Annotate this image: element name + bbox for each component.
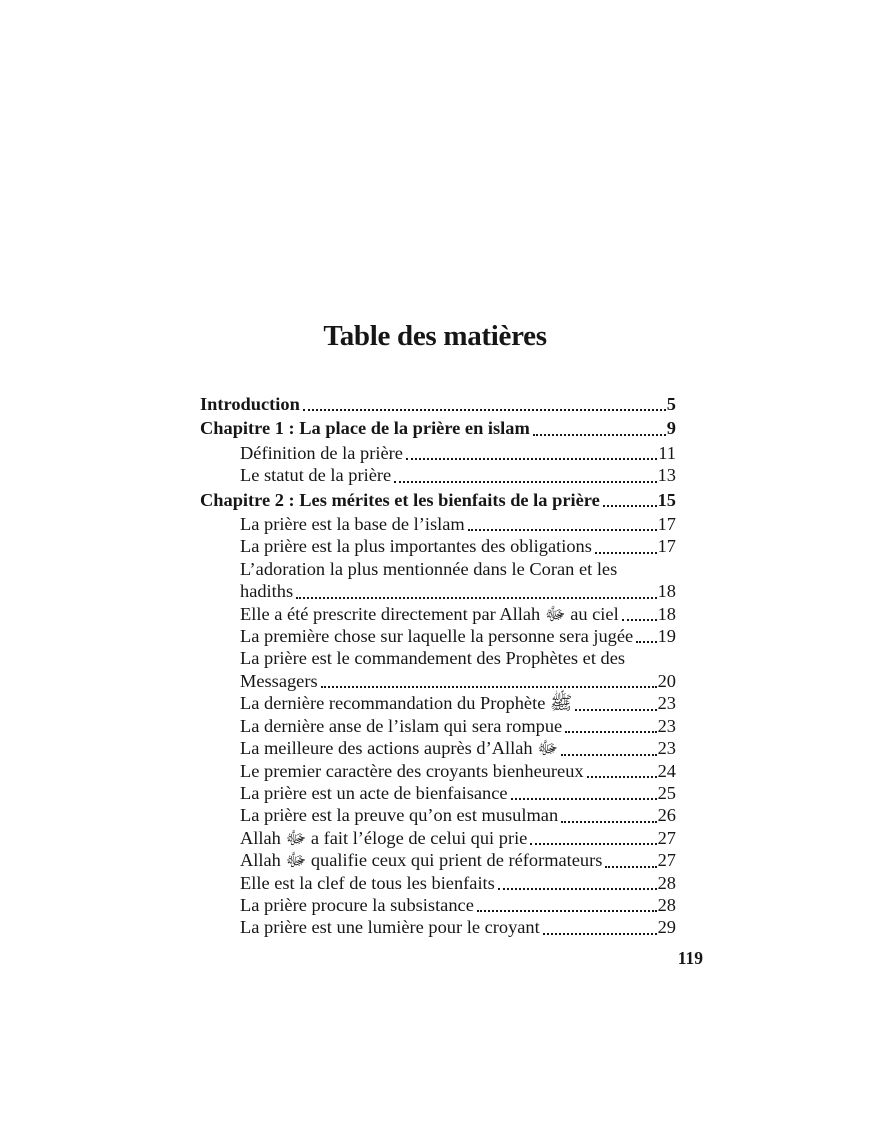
toc-dotted-leader xyxy=(605,866,656,868)
toc-entry-label: La prière est une lumière pour le croyant xyxy=(240,917,540,938)
toc-dotted-leader xyxy=(565,731,656,733)
toc-dotted-leader xyxy=(603,505,657,507)
toc-entry xyxy=(200,804,676,826)
toc-entry xyxy=(200,737,676,759)
toc-page-number: 23 xyxy=(657,738,676,759)
toc-entry-label: La prière est la base de l’islam xyxy=(240,514,465,535)
toc-entry xyxy=(200,580,676,602)
toc-entry-label: La dernière recommandation du Prophète ﷺ xyxy=(240,693,573,714)
toc-entry xyxy=(200,827,676,849)
toc-entry-label: Chapitre 1 : La place de la prière en islam xyxy=(200,418,530,439)
toc-dotted-leader xyxy=(561,754,657,756)
toc-entry-label: La dernière anse de l’islam qui sera rompue xyxy=(240,715,563,736)
toc-entry-label: Chapitre 2 : Les mérites et les bienfaits de la prière xyxy=(200,489,600,510)
toc-page-number: 29 xyxy=(657,917,676,938)
toc-entry xyxy=(200,625,676,647)
toc-page-number: 24 xyxy=(657,760,676,781)
toc-entry xyxy=(200,489,676,511)
toc-entry-label: La prière est la preuve qu’on est musulman xyxy=(240,805,559,826)
toc-entry xyxy=(200,464,676,486)
toc-entry-label: Le premier caractère des croyants bienheureux xyxy=(240,760,584,781)
toc-entry xyxy=(200,535,676,557)
toc-page-number: 27 xyxy=(657,850,676,871)
toc-dotted-leader xyxy=(498,888,657,890)
toc-entry-label: La prière est la plus importantes des obligations xyxy=(240,536,592,557)
toc-page-number: 11 xyxy=(658,442,676,463)
toc-entry xyxy=(200,782,676,804)
toc-entry xyxy=(200,760,676,782)
toc-entry xyxy=(200,894,676,916)
toc-dotted-leader xyxy=(394,481,656,483)
toc-entry xyxy=(200,692,676,714)
toc-entry xyxy=(200,603,676,625)
toc-page-number: 20 xyxy=(657,670,676,691)
toc-entry-label: La première chose sur laquelle la personne sera jugée xyxy=(240,626,634,647)
toc-entry xyxy=(200,872,676,894)
toc-entry-label: Allah ﷻ a fait l’éloge de celui qui prie xyxy=(240,827,528,848)
toc-dotted-leader xyxy=(561,821,656,823)
folio-page-number: 119 xyxy=(677,947,703,968)
toc-page-number: 18 xyxy=(657,603,676,624)
toc-dotted-leader xyxy=(543,933,657,935)
toc-page-number: 25 xyxy=(657,782,676,803)
toc-dotted-leader xyxy=(511,798,657,800)
toc-dotted-leader xyxy=(595,552,657,554)
toc-entry-label: Introduction xyxy=(200,394,300,414)
toc-entry-label: Le statut de la prière xyxy=(240,465,392,486)
toc-dotted-leader xyxy=(406,458,657,460)
toc-page-number: 27 xyxy=(657,827,676,848)
toc-entry xyxy=(200,670,676,692)
toc-page-number: 19 xyxy=(657,626,676,647)
toc-dotted-leader xyxy=(530,843,656,845)
toc-page-number: 18 xyxy=(657,581,676,602)
toc-entry-label: Allah ﷻ qualifie ceux qui prient de réformateurs xyxy=(240,850,603,871)
toc-page-number: 5 xyxy=(666,394,676,414)
toc-entry xyxy=(200,715,676,737)
toc-entry-label: L’adoration la plus mentionnée dans le Coran et les xyxy=(240,558,618,579)
toc-page-number: 26 xyxy=(657,805,676,826)
toc-entry-label: La meilleure des actions auprès d’Allah ﷻ xyxy=(240,738,558,759)
toc-entry xyxy=(200,513,676,535)
toc-dotted-leader xyxy=(477,910,657,912)
toc-entry xyxy=(200,393,676,415)
toc-entry-label: Messagers xyxy=(240,670,318,691)
toc-list xyxy=(200,393,676,939)
toc-dotted-leader xyxy=(587,776,657,778)
toc-dotted-leader xyxy=(533,434,666,436)
toc-dotted-leader xyxy=(636,641,656,643)
toc-page-number: 9 xyxy=(666,418,676,439)
toc-entry-label: Elle est la clef de tous les bienfaits xyxy=(240,872,495,893)
toc-entry xyxy=(200,916,676,938)
toc-entry-label: hadiths xyxy=(240,581,294,602)
toc-entry-label: La prière procure la subsistance xyxy=(240,894,474,915)
toc-dotted-leader xyxy=(468,529,657,531)
toc-page-number: 23 xyxy=(657,715,676,736)
toc-entry xyxy=(200,558,676,580)
toc-dotted-leader xyxy=(296,597,656,599)
toc-page-number: 23 xyxy=(657,693,676,714)
toc-entry xyxy=(200,417,676,439)
toc-page-number: 13 xyxy=(657,465,676,486)
page-title: Table des matières xyxy=(323,320,547,352)
toc-dotted-leader xyxy=(575,709,656,711)
toc-entry xyxy=(200,647,676,669)
toc-page-number: 28 xyxy=(657,872,676,893)
toc-dotted-leader xyxy=(622,619,657,621)
toc-page-number: 15 xyxy=(657,489,676,510)
toc-page-number: 28 xyxy=(657,894,676,915)
toc-entry-label: Elle a été prescrite directement par Allah ﷻ au ciel xyxy=(240,603,619,624)
toc-entry-label: La prière est un acte de bienfaisance xyxy=(240,782,508,803)
toc-dotted-leader xyxy=(321,686,657,688)
toc-page-number: 17 xyxy=(657,536,676,557)
toc-entry xyxy=(200,849,676,871)
toc-entry-label: Définition de la prière xyxy=(240,442,403,463)
toc-dotted-leader xyxy=(303,409,666,411)
toc-entry xyxy=(200,442,676,464)
toc-page-number: 17 xyxy=(657,514,676,535)
toc-entry-label: La prière est le commandement des Prophètes et des xyxy=(240,648,626,669)
